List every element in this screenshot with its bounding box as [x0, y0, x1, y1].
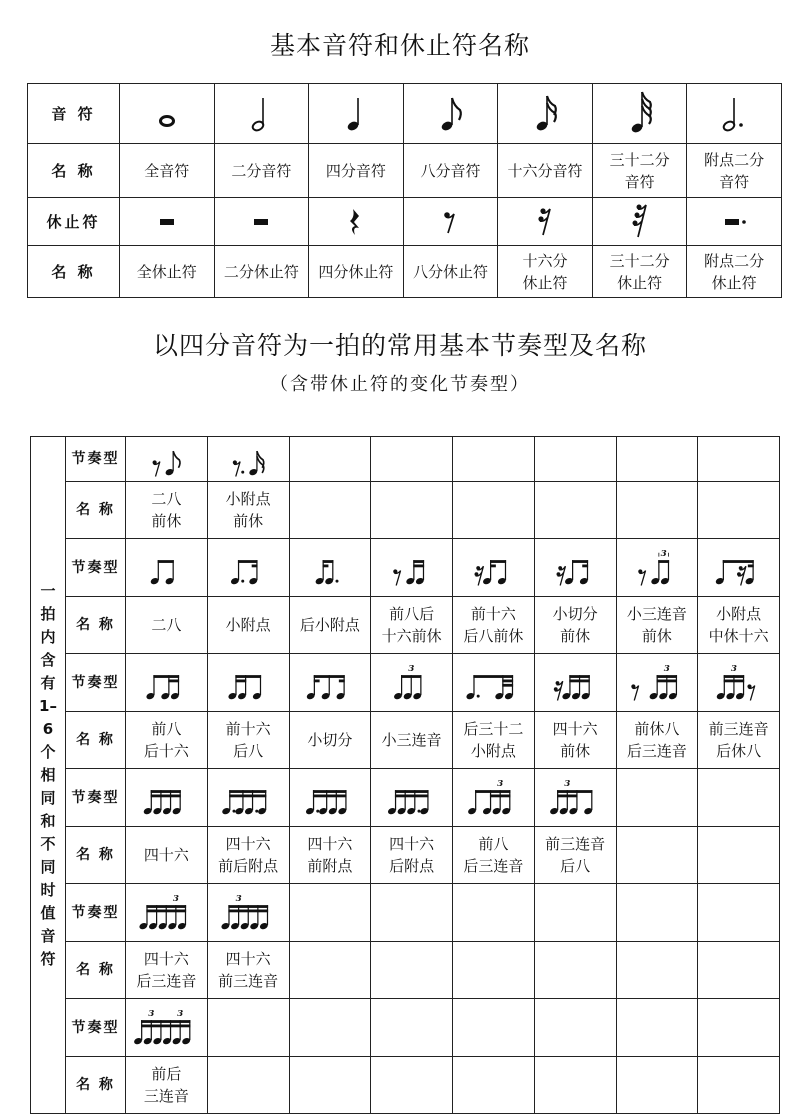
- row-label-name: 名 称: [66, 942, 126, 999]
- rhythm-cell: [616, 539, 698, 597]
- sixteenth-triplet-eighth-rest-icon: [712, 662, 766, 704]
- quarter-note-cell: [309, 84, 404, 144]
- half-note-cell: [214, 84, 309, 144]
- dotted-eighth-two-thirty-seconds-icon: [461, 662, 526, 704]
- rhythm-cell: [126, 884, 208, 942]
- empty-cell: [371, 482, 453, 539]
- empty-cell: [534, 437, 616, 482]
- rhythm-patterns-subtitle: （含带休止符的变化节奏型）: [270, 374, 530, 395]
- rhythm-name: 四十六 后附点: [371, 827, 453, 884]
- row-label-notes: 音 符: [28, 84, 120, 144]
- rhythm-cell: [616, 654, 698, 712]
- row-label-rhythm: 节奏型: [66, 769, 126, 827]
- rhythm-cell: [698, 654, 780, 712]
- rhythm-row: [31, 437, 780, 482]
- rhythm-row: [31, 884, 780, 942]
- rhythm-name: 小三连音 前休: [616, 597, 698, 654]
- row-label-rhythm: 节奏型: [66, 539, 126, 597]
- dotted-sixteenth-front-icon: [301, 777, 359, 819]
- rhythm-cell: [453, 654, 535, 712]
- rhythm-name: 后三十二 小附点: [453, 712, 535, 769]
- rhythm-cell: [534, 539, 616, 597]
- rest-name: 八分休止符: [403, 246, 498, 298]
- rhythm-name: 前八后 十六前休: [371, 597, 453, 654]
- rhythm-patterns-title: 以四分音符为一拍的常用基本节奏型及名称: [152, 331, 647, 360]
- notes-rests-table: [27, 83, 782, 298]
- sixteenth-rest-cell: [498, 198, 593, 246]
- rhythm-name: 四十六 后三连音: [126, 942, 208, 999]
- rhythm-name: 四十六 前休: [534, 712, 616, 769]
- half-rest-cell: [214, 198, 309, 246]
- rhythm-name: 四十六 前附点: [289, 827, 371, 884]
- empty-cell: [453, 482, 535, 539]
- note-name: 十六分音符: [498, 144, 593, 198]
- whole-rest-cell: [120, 198, 215, 246]
- empty-cell: [698, 1057, 780, 1114]
- eighth-sixteenth-rest-sixteenth-icon: [711, 547, 766, 589]
- rhythm-name: 四十六: [126, 827, 208, 884]
- note-name: 四分音符: [309, 144, 404, 198]
- svg-text:3: 3: [564, 778, 571, 789]
- notes-rests-title: 基本音符和休止符名称: [269, 31, 530, 60]
- rhythm-name: 前休八 后三连音: [616, 712, 698, 769]
- rest-name: 附点二分 休止符: [687, 246, 782, 298]
- eighth-rest-cell: [403, 198, 498, 246]
- rhythm-cell: [126, 769, 208, 827]
- eighth-two-sixteenths-icon: [142, 662, 191, 704]
- empty-cell: [698, 827, 780, 884]
- row-label-rest-names: 名 称: [28, 246, 120, 298]
- half-note-icon: [246, 94, 276, 134]
- svg-text:3: 3: [661, 548, 668, 559]
- rhythm-name: 四十六 前三连音: [207, 942, 289, 999]
- rhythm-cell: [126, 999, 208, 1057]
- rhythm-cell: [698, 539, 780, 597]
- rhythm-row: [31, 769, 780, 827]
- quarter-rest-cell: [309, 198, 404, 246]
- rhythm-cell: [289, 539, 371, 597]
- empty-cell: [453, 437, 535, 482]
- svg-text:3: 3: [148, 1008, 155, 1019]
- rhythm-cell: [207, 769, 289, 827]
- empty-cell: [371, 1057, 453, 1114]
- empty-cell: [453, 1057, 535, 1114]
- sixteenth-dotted-eighth-icon: [312, 547, 348, 589]
- rhythm-name: 小附点 中休十六: [698, 597, 780, 654]
- empty-cell: [698, 999, 780, 1057]
- rhythm-name: 前八 后十六: [126, 712, 208, 769]
- thirty-second-rest-cell: [592, 198, 687, 246]
- empty-cell: [207, 999, 289, 1057]
- name-row: [31, 1057, 780, 1114]
- empty-cell: [698, 884, 780, 942]
- empty-cell: [289, 1057, 371, 1114]
- dotted-eighth-rest-sixteenth-note-icon: [227, 438, 269, 480]
- eighth-sixteenth-triplet-icon: [463, 777, 523, 819]
- rhythm-cell: [126, 437, 208, 482]
- sixteenth-rest-icon: [535, 205, 555, 239]
- name-row: [31, 482, 780, 539]
- row-label-rhythm: 节奏型: [66, 437, 126, 482]
- name-row: [31, 597, 780, 654]
- thirty-second-note-cell: [592, 84, 687, 144]
- row-label-rests: 休止符: [28, 198, 120, 246]
- empty-cell: [289, 884, 371, 942]
- half-rest-icon: [246, 212, 276, 232]
- rhythm-cell: [289, 769, 371, 827]
- name-row: [31, 942, 780, 999]
- thirty-second-rest-icon: [630, 203, 650, 241]
- empty-cell: [289, 942, 371, 999]
- rhythm-name: 四十六 前后附点: [207, 827, 289, 884]
- thirty-second-note-icon: [625, 92, 655, 136]
- two-eighths-icon: [147, 547, 185, 589]
- empty-cell: [289, 482, 371, 539]
- rhythm-cell: [126, 654, 208, 712]
- svg-text:3: 3: [172, 893, 179, 904]
- empty-cell: [616, 884, 698, 942]
- eighth-rest-sixteenth-triplet-icon: [624, 662, 690, 704]
- empty-cell: [534, 482, 616, 539]
- eighth-rest-two-sixteenths-icon: [387, 547, 436, 589]
- eighth-rest-eighth-note-icon: [147, 438, 185, 480]
- dotted-half-note-icon: [717, 94, 751, 134]
- sixteenth-triplet-eighth-icon: [545, 777, 605, 819]
- rhythm-row: [31, 654, 780, 712]
- rhythm-cell: [207, 539, 289, 597]
- rhythm-name: 二八: [126, 597, 208, 654]
- row-label-name: 名 称: [66, 712, 126, 769]
- sixteenth-rest-sixteenth-eighth-icon: [469, 547, 518, 589]
- name-row: [31, 827, 780, 884]
- whole-note-cell: [120, 84, 215, 144]
- rest-name: 全休止符: [120, 246, 215, 298]
- empty-cell: [534, 884, 616, 942]
- empty-cell: [289, 437, 371, 482]
- empty-cell: [616, 827, 698, 884]
- rhythm-cell: [371, 654, 453, 712]
- dotted-half-rest-icon: [717, 212, 751, 232]
- quarter-note-icon: [341, 94, 371, 134]
- rhythm-name: 小附点 前休: [207, 482, 289, 539]
- sixteenth-eighth-sixteenth-icon: [302, 662, 357, 704]
- note-name: 二分音符: [214, 144, 309, 198]
- rhythm-name: 二八 前休: [126, 482, 208, 539]
- svg-text:3: 3: [497, 778, 504, 789]
- row-label-name: 名 称: [66, 597, 126, 654]
- empty-cell: [616, 769, 698, 827]
- rhythm-cell: [126, 539, 208, 597]
- empty-cell: [698, 482, 780, 539]
- empty-cell: [616, 482, 698, 539]
- dotted-sixteenth-back-icon: [383, 777, 441, 819]
- rest-names-row: [28, 246, 782, 298]
- rhythm-cell: [207, 654, 289, 712]
- rest-triplet-icon: [632, 547, 681, 589]
- rhythm-row: [31, 539, 780, 597]
- whole-rest-icon: [152, 212, 182, 232]
- empty-cell: [453, 942, 535, 999]
- empty-cell: [698, 942, 780, 999]
- rhythm-name: 前三连音 后八: [534, 827, 616, 884]
- rest-name: 二分休止符: [214, 246, 309, 298]
- rhythm-cell: [371, 769, 453, 827]
- empty-cell: [616, 1057, 698, 1114]
- double-sixteenth-triplet-icon: [128, 1007, 204, 1049]
- svg-text:3: 3: [408, 663, 415, 674]
- eighth-triplet-icon: [390, 662, 433, 704]
- rhythm-name: 小三连音: [371, 712, 453, 769]
- empty-cell: [289, 999, 371, 1057]
- rhythm-name: 前八 后三连音: [453, 827, 535, 884]
- dotted-half-note-cell: [687, 84, 782, 144]
- quarter-rest-icon: [346, 207, 366, 237]
- row-label-rhythm: 节奏型: [66, 654, 126, 712]
- rest-name: 三十二分 休止符: [592, 246, 687, 298]
- sixteenth-rest-three-sixteenths-icon: [548, 662, 602, 704]
- svg-text:3: 3: [663, 663, 670, 674]
- note-name: 附点二分 音符: [687, 144, 782, 198]
- side-label-cell: [31, 437, 66, 1114]
- rest-name: 十六分 休止符: [498, 246, 593, 298]
- dotted-eighth-sixteenth-icon: [227, 547, 269, 589]
- empty-cell: [453, 884, 535, 942]
- rhythm-cell: [453, 539, 535, 597]
- two-sixteenths-triplet-icon: [134, 892, 199, 934]
- row-label-name: 名 称: [66, 827, 126, 884]
- row-label-rhythm: 节奏型: [66, 884, 126, 942]
- triplet-two-sixteenths-icon: [216, 892, 281, 934]
- rhythm-cell: [289, 654, 371, 712]
- row-label-name: 名 称: [66, 1057, 126, 1114]
- rhythm-patterns-table: [30, 436, 780, 1114]
- rhythm-cell: [207, 884, 289, 942]
- rhythm-row: [31, 999, 780, 1057]
- empty-cell: [371, 884, 453, 942]
- empty-cell: [616, 942, 698, 999]
- side-label: 一拍内含有1–6个相同和不同时值音符: [39, 581, 57, 968]
- empty-cell: [371, 942, 453, 999]
- rhythm-cell: [534, 769, 616, 827]
- rhythm-name: 前十六 后八: [207, 712, 289, 769]
- two-sixteenths-eighth-icon: [224, 662, 273, 704]
- rhythm-name: 后小附点: [289, 597, 371, 654]
- notes-row: [28, 84, 782, 144]
- row-label-note-names: 名 称: [28, 144, 120, 198]
- rhythm-cell: [371, 539, 453, 597]
- whole-note-icon: [152, 94, 182, 134]
- empty-cell: [371, 437, 453, 482]
- dotted-half-rest-cell: [687, 198, 782, 246]
- dotted-sixteenths-pairs-icon: [217, 777, 279, 819]
- rhythm-cell: [534, 654, 616, 712]
- note-name: 三十二分 音符: [592, 144, 687, 198]
- svg-text:3: 3: [235, 893, 242, 904]
- empty-cell: [534, 999, 616, 1057]
- empty-cell: [698, 437, 780, 482]
- rhythm-cell: [207, 437, 289, 482]
- rest-name: 四分休止符: [309, 246, 404, 298]
- empty-cell: [207, 1057, 289, 1114]
- note-names-row: [28, 144, 782, 198]
- svg-text:3: 3: [177, 1008, 184, 1019]
- rhythm-cell: [453, 769, 535, 827]
- name-row: [31, 712, 780, 769]
- row-label-rhythm: 节奏型: [66, 999, 126, 1057]
- empty-cell: [371, 999, 453, 1057]
- svg-text:3: 3: [730, 663, 737, 674]
- empty-cell: [453, 999, 535, 1057]
- rests-row: [28, 198, 782, 246]
- note-name: 全音符: [120, 144, 215, 198]
- rhythm-name: 小切分: [289, 712, 371, 769]
- rhythm-name: 前三连音 后休八: [698, 712, 780, 769]
- empty-cell: [534, 942, 616, 999]
- note-name: 八分音符: [403, 144, 498, 198]
- empty-cell: [616, 999, 698, 1057]
- eighth-note-icon: [435, 94, 465, 134]
- rhythm-name: 小附点: [207, 597, 289, 654]
- empty-cell: [534, 1057, 616, 1114]
- rhythm-name: 小切分 前休: [534, 597, 616, 654]
- rhythm-name: 前十六 后八前休: [453, 597, 535, 654]
- eighth-rest-icon: [440, 207, 460, 237]
- row-label-name: 名 称: [66, 482, 126, 539]
- empty-cell: [698, 769, 780, 827]
- four-sixteenths-icon: [139, 777, 193, 819]
- empty-cell: [616, 437, 698, 482]
- eighth-note-cell: [403, 84, 498, 144]
- rhythm-name: 前后 三连音: [126, 1057, 208, 1114]
- sixteenth-rest-eighth-sixteenth-icon: [551, 547, 600, 589]
- sixteenth-note-icon: [530, 94, 560, 134]
- sixteenth-note-cell: [498, 84, 593, 144]
